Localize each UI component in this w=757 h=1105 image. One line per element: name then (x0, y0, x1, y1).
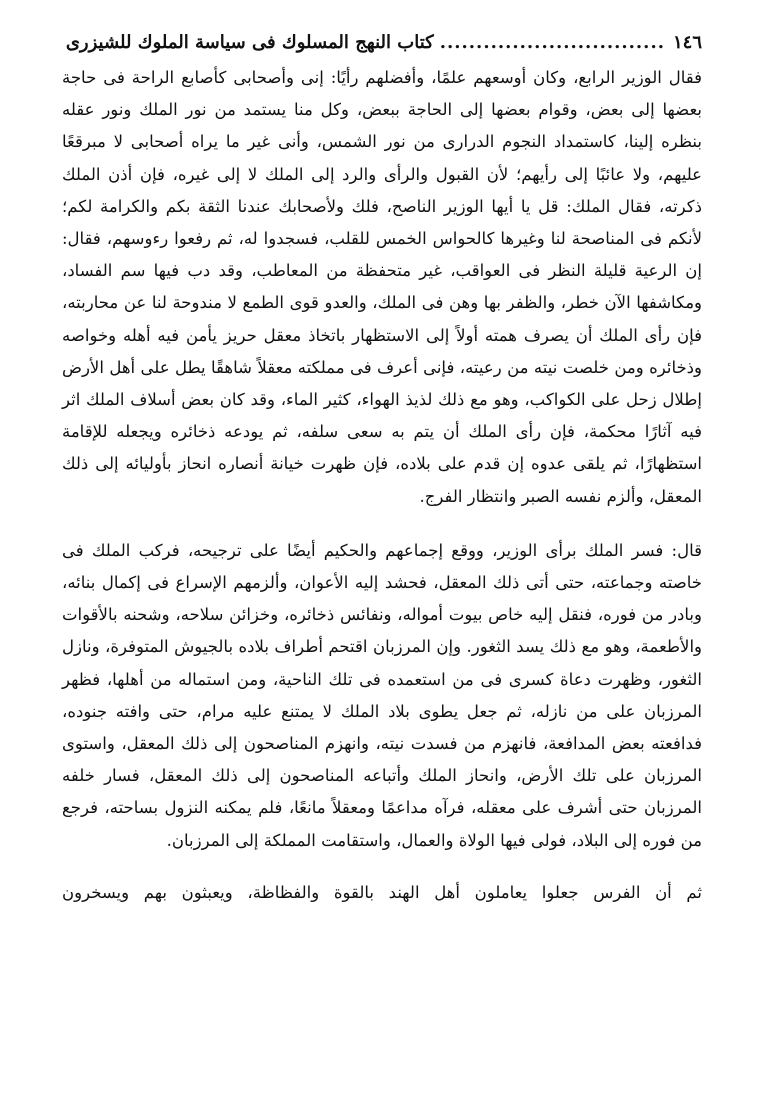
paragraph-1: فقال الوزير الرابع، وكان أوسعهم علمًا، وأفضلهم رأيًا: إنى وأصحابى كأصابع الراحة فى حاجة بعضها إلى بعض، وقوام بعضها إلى الحاجة ببعض، وكل منا يستمد من نور الملك ونور عقله بنظره إلينا، كاستمداد النجوم الدرارى من نور الشمس، وأنى غير ما يراه أصحابى لا مبرقعًا عليهم، ولا عائبًا إلى رأيهم؛ لأن القبول والرأى والرد إلى الملك لا إلى غيره، فإن أذن الملك ذكرته، فقال الملك: قل يا أيها الوزير الناصح، فلك ولأصحابك عندنا الثقة بكم والكرامة لكم؛ لأنكم فى المناصحة لنا وغيرها كالحواس الخمس للقلب، فسجدوا له، ثم رفعوا رءوسهم، فقال: إن الرعية قليلة النظر فى العواقب، غير متحفظة من المعاطب، وقد دب فيها سم الفساد، ومكاشفها الآن خطر، والظفر بها وهن فى الملك، والعدو قوى الطمع لا مندوحة لنا عن محاربته، فإن رأى الملك أن يصرف همته أولاً إلى الاستظهار باتخاذ معقل حريز يأمن فيه أهله وخواصه وذخائره ومن خلصت نيته من رعيته، فإنى أعرف فى مملكته معقلاً شاهقًا يطل على أهل الأرض إطلال زحل على الكواكب، وهو مع ذلك لذيذ الهواء، كثير الماء، وقد كان بعض أسلاف الملك اثر فيه آثارًا محكمة، فإن رأى الملك أن يتم به سعى سلفه، ثم يودعه ذخائره ويجعله للإقامة استظهارًا، ثم يلقى عدوه إن قدم على بلاده، فإن ظهرت خيانة أنصاره انحاز بأوليائه إلى ذلك المعقل، وألزم نفسه الصبر وانتظار الفرج. (62, 68, 702, 506)
book-title: كتاب النهج المسلوك فى سياسة الملوك للشيزرى (65, 32, 434, 53)
paragraph-3: ثم أن الفرس جعلوا يعاملون أهل الهند بالقوة والفظاظة، ويعبثون بهم ويسخرون (62, 882, 702, 902)
book-page (62, 30, 702, 909)
paragraph-2: قال: فسر الملك برأى الوزير، ووقع إجماعهم والحكيم أيضًا على ترجيحه، فركب الملك فى خاصته وجماعته، حتى أتى ذلك المعقل، فحشد إليه الأعوان، وألزمهم الإسراع فى إكمال بنائه، وبادر من فوره، فنقل إليه خاص بيوت أمواله، ونفائس ذخائره، وخزائن سلاحه، وشحنه بالأقوات والأطعمة، وهو مع ذلك يسد الثغور. وإن المرزبان اقتحم أطراف بلاده بالجيوش المتوفرة، ونازل الثغور، وظهرت دعاة كسرى فى من استعمده فى تلك الناحية، ومن استماله من أهلها، فظهر المرزبان على من نازله، ثم جعل يطوى بلاد الملك لا يمتنع عليه مرام، حتى وافته جنوده، فدافعته بعض المدافعة، فانهزم من فسدت نيته، وانهزم المناصحون إلى ذلك المعقل، واستوى المرزبان على تلك الأرض، وانحاز الملك وأتباعه المناصحون إلى ذلك المعقل، فسار خلفه المرزبان حتى أشرف على معقله، فرآه مداعمًا ومعقلاً مانعًا، فلم يمكنه النزول بساحته، فرجع من فوره إلى البلاد، فولى فيها الولاة والعمال، واستقامت المملكة إلى المرزبان. (62, 540, 702, 850)
header-dot-leader: ............................... (439, 32, 665, 53)
page-number: ١٤٦ (672, 32, 702, 53)
running-header (62, 30, 702, 58)
